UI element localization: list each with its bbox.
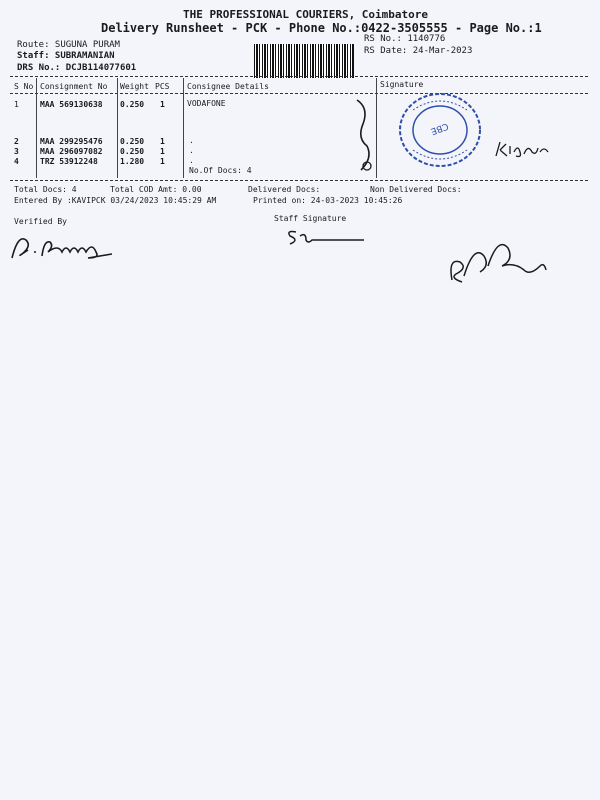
header-weight: Weight xyxy=(120,82,149,91)
delivered-docs: Delivered Docs: xyxy=(248,185,321,194)
row4-weight: 1.280 xyxy=(120,157,145,166)
table-bottom-rule xyxy=(10,180,588,181)
header-pcs: PCS xyxy=(155,82,170,91)
rs-date: RS Date: 24-Mar-2023 xyxy=(364,46,473,56)
verifier-signature xyxy=(8,228,118,268)
row2-pcs: 1 xyxy=(160,137,165,146)
row1-weight: 0.250 xyxy=(120,100,145,109)
row1-consignment: MAA 569130638 xyxy=(40,100,103,109)
header-consignee: Consignee Details xyxy=(187,82,269,91)
row2-consignment: MAA 299295476 xyxy=(40,137,103,146)
row2-weight: 0.250 xyxy=(120,137,145,146)
total-cod: Total COD Amt: 0.00 xyxy=(110,185,202,194)
row4-consignment: TRZ 53912248 xyxy=(40,157,98,166)
table-top-rule xyxy=(10,76,588,77)
row3-consignee: . xyxy=(189,146,194,155)
row2-sno: 2 xyxy=(14,137,19,146)
row4-consignee: . xyxy=(189,156,194,165)
row3-pcs: 1 xyxy=(160,147,165,156)
row3-consignment: MAA 296097082 xyxy=(40,147,103,156)
row1-sno: 1 xyxy=(14,100,19,109)
staff-signature xyxy=(284,226,374,250)
route-label: Route: SUGUNA PURAM xyxy=(17,40,120,50)
row2-consignee: . xyxy=(189,136,194,145)
consignee-scrawl xyxy=(345,98,375,178)
row4-pcs: 1 xyxy=(160,157,165,166)
col-sep-2 xyxy=(117,78,118,178)
printed-on: Printed on: 24-03-2023 10:45:26 xyxy=(253,196,403,205)
runsheet-subtitle: Delivery Runsheet - PCK - Phone No.:0422-3505555 - Page No.:1 xyxy=(101,21,542,35)
row1-pcs: 1 xyxy=(160,100,165,109)
receiver-signature xyxy=(494,138,554,162)
total-docs: Total Docs: 4 xyxy=(14,185,77,194)
header-consignment: Consignment No xyxy=(40,82,108,91)
col-sep-1 xyxy=(36,78,37,178)
header-sno: S No xyxy=(14,82,34,91)
row3-sno: 3 xyxy=(14,147,19,156)
no-of-docs: No.Of Docs: 4 xyxy=(189,166,252,175)
staff-signature-label: Staff Signature xyxy=(274,214,347,223)
non-delivered-docs: Non Delivered Docs: xyxy=(370,185,462,194)
header-signature: Signature xyxy=(380,80,424,89)
company-title: THE PROFESSIONAL COURIERS, Coimbatore xyxy=(183,8,429,21)
rs-number: RS No.: 1140776 xyxy=(364,34,446,44)
entered-by: Entered By :KAVIPCK 03/24/2023 10:45:29 AM xyxy=(14,196,217,205)
col-sep-4 xyxy=(376,78,377,178)
row3-weight: 0.250 xyxy=(120,147,145,156)
staff-label: Staff: SUBRAMANIAN xyxy=(17,51,115,61)
barcode xyxy=(254,44,354,78)
drs-number: DRS No.: DCJB114077601 xyxy=(17,63,137,73)
row1-consignee: VODAFONE xyxy=(187,99,226,108)
additional-signature xyxy=(444,236,554,296)
header-bottom-rule xyxy=(10,93,588,94)
company-stamp xyxy=(395,90,485,170)
svg-text:CBE: CBE xyxy=(429,120,450,136)
col-sep-3 xyxy=(183,78,184,178)
verified-by-label: Verified By xyxy=(14,217,67,226)
row4-sno: 4 xyxy=(14,157,19,166)
